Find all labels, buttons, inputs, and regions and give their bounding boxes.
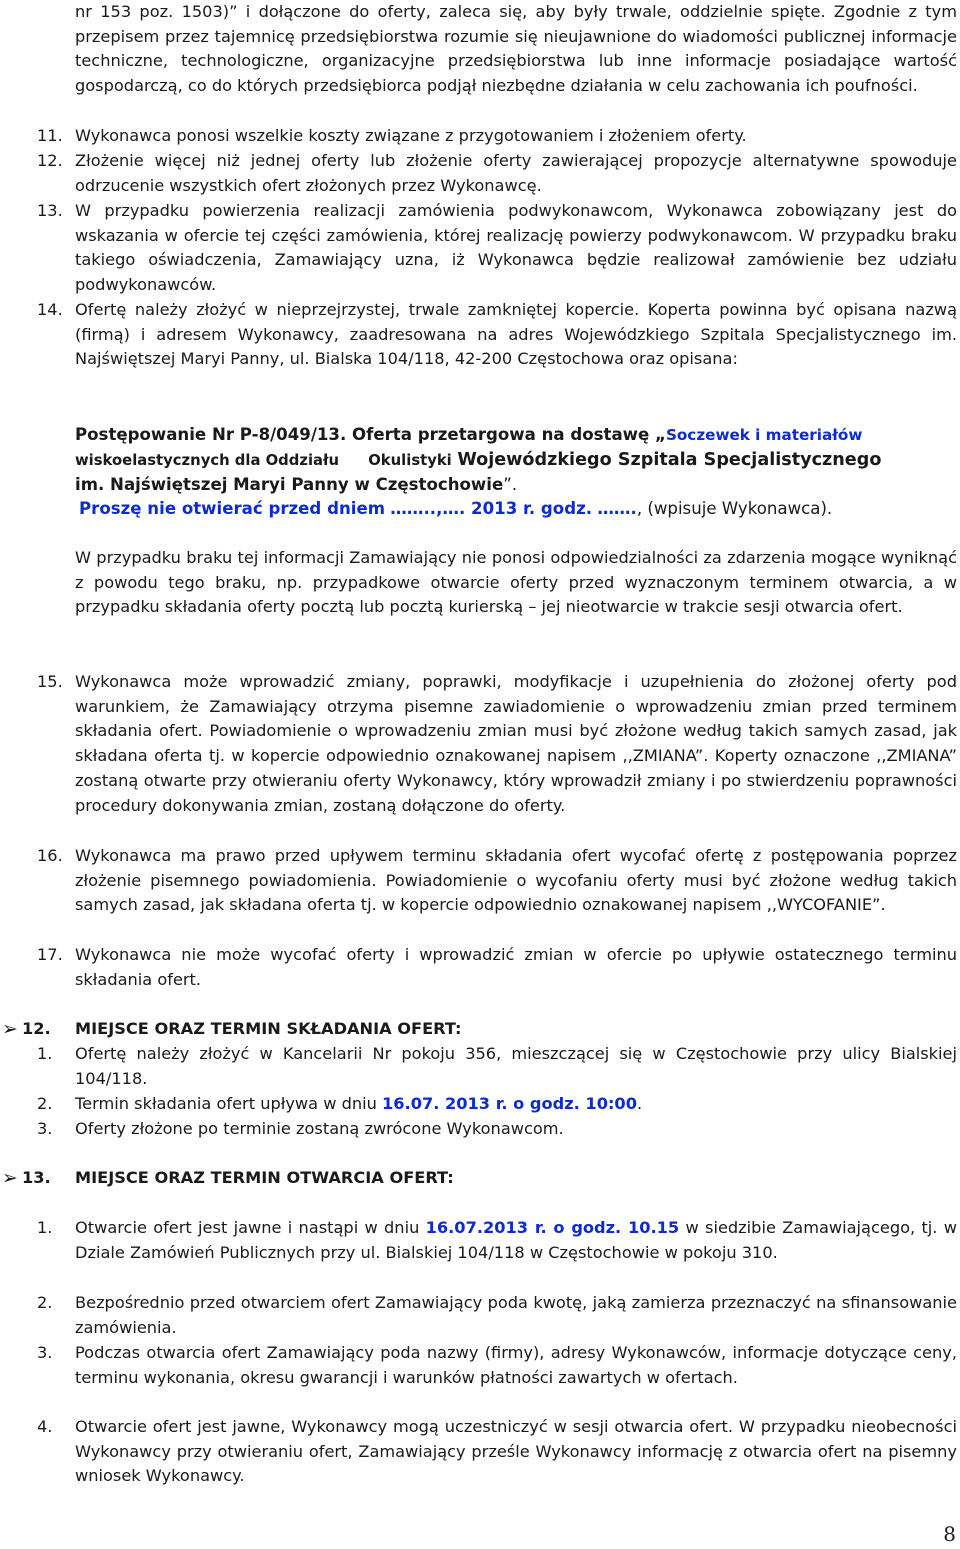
- item-number: 4.: [37, 1417, 53, 1436]
- item-number: 17.: [37, 945, 63, 964]
- item-number: 12.: [37, 151, 63, 170]
- envelope-text: Wojewódzkiego Szpitala Specjalistycznego: [457, 450, 882, 470]
- envelope-line-1: [75, 423, 957, 448]
- item-number: 13.: [37, 201, 63, 220]
- item-number: 1.: [37, 1218, 53, 1237]
- arrow-bullet-icon: ➢: [2, 1167, 18, 1189]
- section-number: 13.: [22, 1168, 51, 1187]
- section-heading: MIEJSCE ORAZ TERMIN OTWARCIA OFERT:: [75, 1168, 454, 1187]
- envelope-text: ”.: [503, 475, 518, 494]
- item-text: Bezpośrednio przed otwarciem ofert Zamawiający poda kwotę, jaką zamierza przeznaczyć na sfinansowanie zamówienia.: [75, 1293, 957, 1337]
- envelope-text: , (wpisuje Wykonawca).: [636, 499, 833, 518]
- section-number: 12.: [22, 1019, 51, 1038]
- envelope-text: Proszę nie otwierać przed dniem: [79, 499, 385, 518]
- intro-paragraph: nr 153 poz. 1503)” i dołączone do oferty, zaleca się, aby były trwale, oddzielnie spięte. Zgodnie z tym przepisem przez tajemnicę przedsiębiorstwa rozumie się nieujawnione do wiadomości publicznej informacje techniczne, technologiczne, organizacyjne przedsiębiorstwa lub inne informacje posiadające wartość gospodarczą, co do których przedsiębiorca podjął niezbędne działania w celu zachowania ich poufności.: [75, 2, 957, 96]
- envelope-text: Postępowanie Nr P-8/049/13. Oferta przetargowa na dostawę „: [75, 425, 666, 444]
- envelope-text: im. Najświętszej Maryi Panny w Częstochowie: [75, 475, 504, 494]
- item-number: 1.: [37, 1044, 53, 1063]
- item-text: Otwarcie ofert jest jawne, Wykonawcy mogą uczestniczyć w sesji otwarcia ofert. W przypadku nieobecności Wykonawcy przy otwieraniu ofert, Zamawiający prześle Wykonawcy informację z otwarcia ofert na pisemny wniosek Wykonawcy.: [75, 1417, 957, 1486]
- envelope-line-3: [75, 473, 957, 498]
- envelope-date-placeholder: ……..,…. 2013 r. godz.: [390, 499, 593, 518]
- opening-datetime: 16.07.2013 r. o godz. 10.15: [425, 1218, 680, 1237]
- note-paragraph: W przypadku braku tej informacji Zamawiający nie ponosi odpowiedzialności za zdarzenia mogące wyniknąć z powodu tego braku, np. przypadkowe otwarcie oferty przed wyznaczonym terminem otwarcia, a w przypadku składania oferty pocztą lub pocztą kurierską – jej nieotwarcie w trakcie sesji otwarcia ofert.: [75, 548, 957, 617]
- item-number: 3.: [37, 1119, 53, 1138]
- envelope-time-placeholder: …….: [597, 499, 637, 518]
- item-text: Ofertę należy złożyć w Kancelarii Nr pokoju 356, mieszczącej się w Częstochowie przy ulicy Bialskiej 104/118.: [75, 1044, 957, 1088]
- item-number: 2.: [37, 1293, 53, 1312]
- item-text: Wykonawca ma prawo przed upływem terminu składania ofert wycofać ofertę z postępowania poprzez złożenie pisemnego powiadomienia. Powiadomienie o wycofaniu oferty musi być złożone według takich samych zasad, jak składana oferta tj. w kopercie odpowiednio oznakowanej napisem ,,WYCOFANIE”.: [75, 846, 957, 915]
- envelope-line-2: [75, 448, 957, 474]
- item-text: [75, 1216, 957, 1265]
- envelope-subject: Soczewek i materiałów: [665, 426, 863, 444]
- item-text: [75, 1092, 957, 1117]
- deadline-datetime: 16.07. 2013 r. o godz. 10:00: [382, 1094, 637, 1113]
- item-text-part: .: [636, 1094, 643, 1113]
- item-number: 15.: [37, 672, 63, 691]
- item-text: Podczas otwarcia ofert Zamawiający poda nazwy (firmy), adresy Wykonawców, informacje dotyczące ceny, terminu wykonania, okresu gwarancji i warunków płatności zawartych w ofertach.: [75, 1343, 957, 1387]
- item-text: Ofertę należy złożyć w nieprzejrzystej, trwale zamkniętej kopercie. Koperta powinna być opisana nazwą (firmą) i adresem Wykonawcy, zaadresowana na adres Wojewódzkiego Szpitala Specjalistycznego im. Najświętszej Maryi Panny, ul. Bialska 104/118, 42-200 Częstochowa oraz opisana:: [75, 300, 957, 369]
- item-number: 14.: [37, 300, 63, 319]
- section-heading: MIEJSCE ORAZ TERMIN SKŁADANIA OFERT:: [75, 1019, 462, 1038]
- item-text: Złożenie więcej niż jednej oferty lub złożenie oferty zawierającej propozycje alternatywne spowoduje odrzucenie wszystkich ofert złożonych przez Wykonawcę.: [75, 151, 957, 195]
- envelope-subject: wiskoelastycznych dla Oddziału: [75, 452, 340, 469]
- envelope-subject: Okulistyki: [368, 452, 452, 469]
- envelope-line-4: [79, 497, 960, 522]
- item-text-part: w siedzibie Zamawiającego, tj. w Dziale Zamówień Publicznych przy ul. Bialskiej 104/118 w Częstochowie w pokoju 310.: [75, 1218, 957, 1262]
- item-text: Oferty złożone po terminie zostaną zwrócone Wykonawcom.: [75, 1119, 564, 1138]
- page-number: 8: [943, 1522, 956, 1546]
- item-text-part: Otwarcie ofert jest jawne i nastąpi w dniu: [75, 1218, 426, 1237]
- item-text: Wykonawca nie może wycofać oferty i wprowadzić zmian w ofercie po upływie ostatecznego terminu składania ofert.: [75, 945, 957, 989]
- item-text: W przypadku powierzenia realizacji zamówienia podwykonawcom, Wykonawca zobowiązany jest do wskazania w ofercie tej części zamówienia, której realizację powierzy podwykonawcom. W przypadku braku takiego oświadczenia, Zamawiający uzna, iż Wykonawca będzie realizował zamówienie bez udziału podwykonawców.: [75, 201, 957, 295]
- item-text: Wykonawca może wprowadzić zmiany, poprawki, modyfikacje i uzupełnienia do złożonej oferty pod warunkiem, że Zamawiający otrzyma pisemne zawiadomienie o wprowadzeniu zmian przed terminem składania ofert. Powiadomienie o wprowadzeniu zmian musi być złożone według takich samych zasad, jak składana oferta tj. w kopercie odpowiednio oznakowanej napisem ,,ZMIANA”. Koperty oznaczone ,,ZMIANA” zostaną otwarte przy otwieraniu oferty Wykonawcy, który wprowadził zmiany i po stwierdzeniu poprawności procedury dokonywania zmian, zostaną dołączone do oferty.: [75, 672, 957, 815]
- item-number: 16.: [37, 846, 63, 865]
- item-number: 3.: [37, 1343, 53, 1362]
- arrow-bullet-icon: ➢: [2, 1018, 18, 1040]
- item-number: 2.: [37, 1094, 53, 1113]
- item-number: 11.: [37, 126, 63, 145]
- item-text: Wykonawca ponosi wszelkie koszty związane z przygotowaniem i złożeniem oferty.: [75, 126, 747, 145]
- item-text-part: Termin składania ofert upływa w dniu: [75, 1094, 383, 1113]
